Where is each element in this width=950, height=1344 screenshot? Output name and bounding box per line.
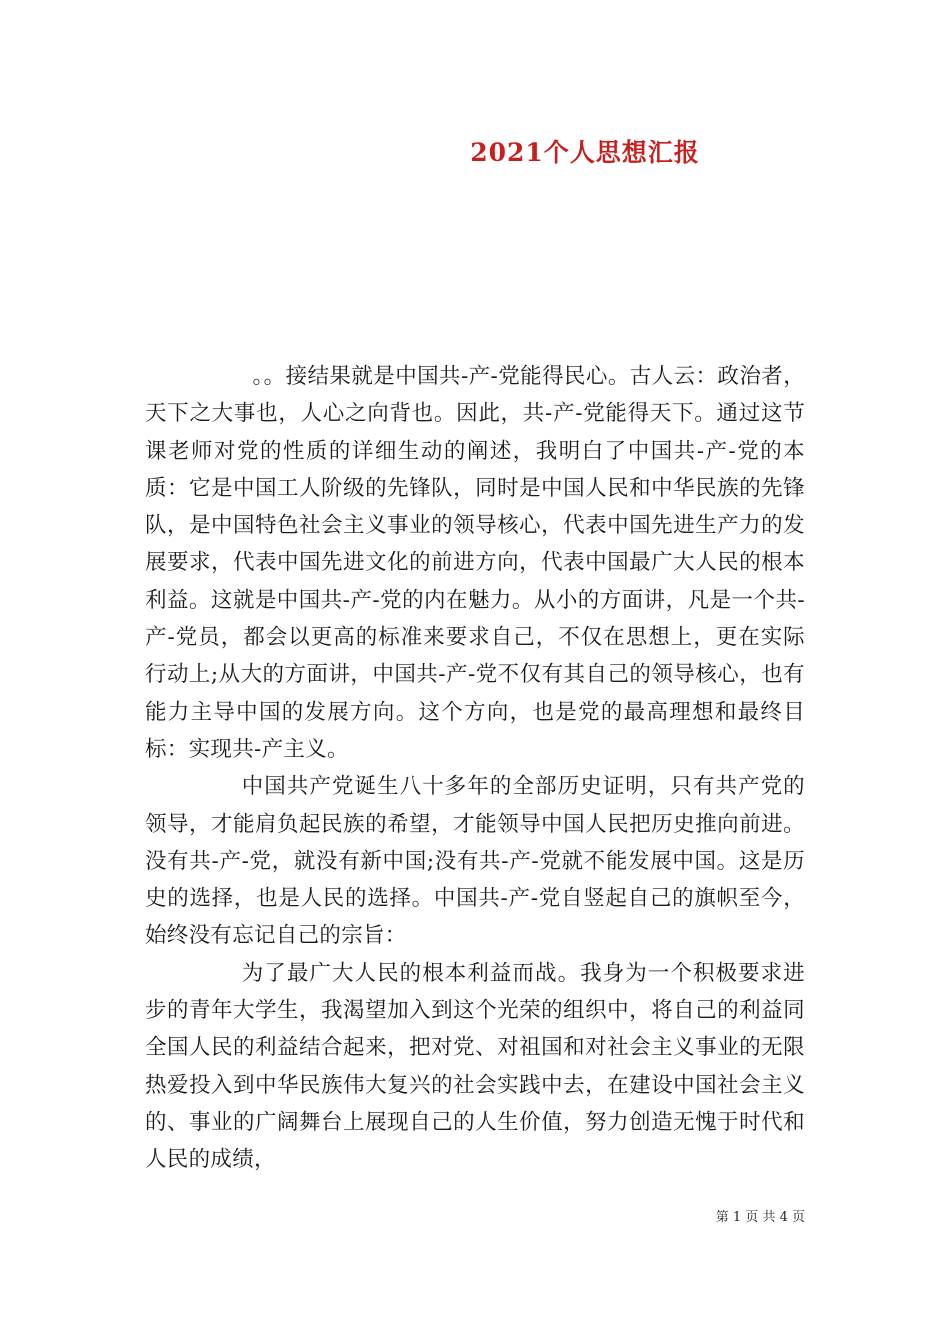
paragraph-1: 。。接结果就是中国共-产-党能得民心。古人云：政治者，天下之大事也，人心之向背也。因此，共-产-党能得天下。通过这节课老师对党的性质的详细生动的阐述，我明白了中国共-产-党的本质：它是中国工人阶级的先锋队，同时是中国人民和中华民族的先锋队，是中国特色社会主义事业的领导核心，代表中国先进生产力的发展要求，代表中国先进文化的前进方向，代表中国最广大人民的根本利益。这就是中国共-产-党的内在魅力。从小的方面讲，凡是一个共-产-党员，都会以更高的标准来要求自己，不仅在思想上，更在实际行动上;从大的方面讲，中国共-产-党不仅有其自己的领导核心，也有能力主导中国的发展方向。这个方向，也是党的最高理想和最终目标：实现共-产主义。 xyxy=(145,364,805,762)
page-number-footer: 第 1 页 共 4 页 xyxy=(715,1210,805,1225)
document-title: 2021个人思想汇报 xyxy=(470,138,700,167)
paragraph-2: 中国共产党诞生八十多年的全部历史证明，只有共产党的领导，才能肩负起民族的希望，才能领导中国人民把历史推向前进。没有共-产-党，就没有新中国;没有共-产-党就不能发展中国。这是历史的选择，也是人民的选择。中国共-产-党自竖起自己的旗帜至今，始终没有忘记自己的宗旨： xyxy=(145,774,805,949)
document-body xyxy=(145,358,805,1179)
paragraph-3: 为了最广大人民的根本利益而战。我身为一个积极要求进步的青年大学生，我渴望加入到这个光荣的组织中，将自己的利益同全国人民的利益结合起来，把对党、对祖国和对社会主义事业的无限热爱投入到中华民族伟大复兴的社会实践中去，在建设中国社会主义的、事业的广阔舞台上展现自己的人生价值，努力创造无愧于时代和人民的成绩， xyxy=(145,960,805,1173)
